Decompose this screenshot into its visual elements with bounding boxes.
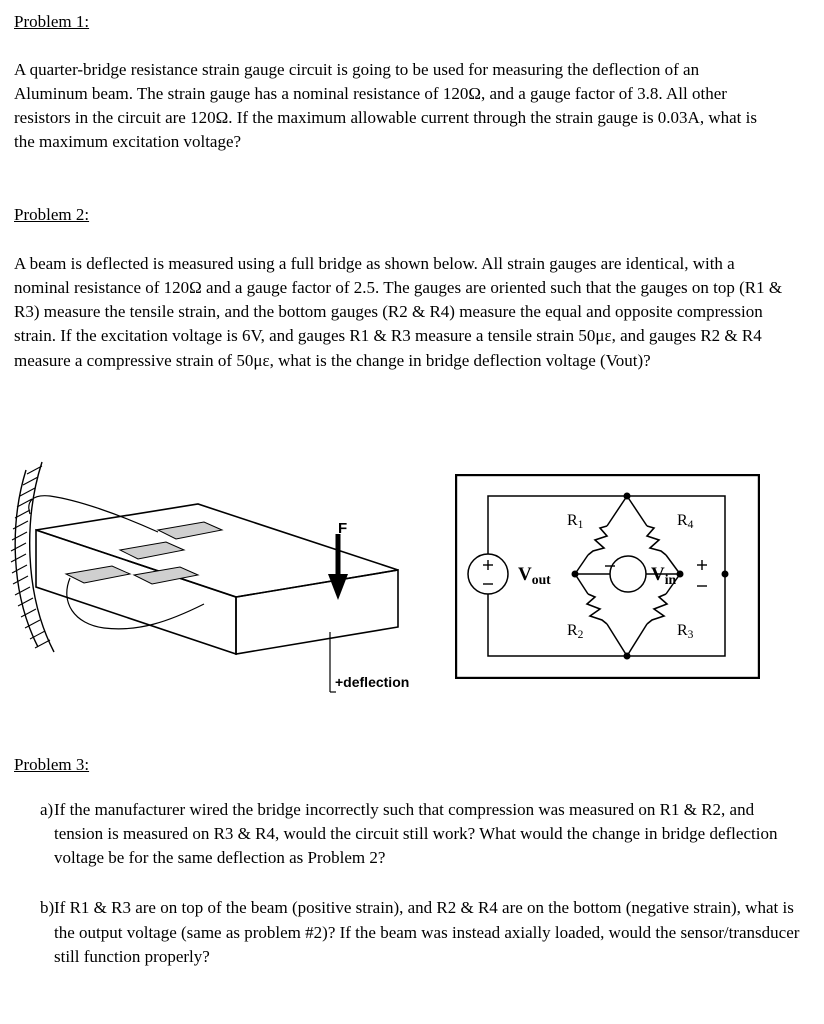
list-item-text: If the manufacturer wired the bridge incorrectly such that compression was measured on R1 & R2, and tension is measured on R3 & R4, would the circuit still work? What would the change in bridge deflection voltage be for the same deflection as Problem 2? [54,800,778,868]
resistor-label-r4: $R_4$ [677,512,694,532]
beam-diagram-svg [8,452,438,707]
circuit-nodes [572,493,729,660]
strain-gauge-patches [66,522,222,584]
list-item [14,798,804,870]
gauge-lead-wires [29,496,204,629]
problem-2-body: A beam is deflected is measured using a full bridge as shown below. All strain gauges are identical, with a nominal resistance of 120Ω and a gauge factor of 2.5. The gauges are oriented such that the gauges on top (R1 & R3) measure the tensile strain, and the bottom gauges (R2 & R4) measure the equal and opposite compression strain. If the excitation voltage is 6V, and gauges R1 & R3 measure a tensile strain 50με, and gauges R2 & R4 measure a compressive strain of 50με, what is the change in bridge deflection voltage (Vout)? [14,254,783,370]
bridge-circuit-figure [455,474,760,679]
problem-3-heading: Problem 3: [14,755,90,774]
problem-1-heading: Problem 1: [14,12,90,31]
figures-container [0,452,824,717]
problem-1-body: A quarter-bridge resistance strain gauge circuit is going to be used for measuring the deflection of an Aluminum beam. The strain gauge has a nominal resistance of 120Ω, and a gauge factor of 3.8. All other resistors in the circuit are 120Ω. If the maximum allowable current through the strain gauge is 0.03A, what is the maximum excitation voltage? [14,60,757,152]
beam-figure [8,452,438,707]
force-label: F [338,520,348,537]
list-item [14,896,804,968]
list-item-text: If R1 & R3 are on top of the beam (positive strain), and R2 & R4 are on the bottom (negative strain), what is the output voltage (same as problem #2)? If the beam was instead axially loaded, would the sensor/transducer still function properly? [54,898,800,966]
bridge-meter [610,556,646,592]
list-item-marker: a) [40,800,54,819]
resistor-label-r1: $R_1$ [567,512,584,532]
wall-hatching [11,462,54,652]
resistor-label-r3: $R_3$ [677,622,694,642]
bridge-diagram-svg [455,474,760,679]
deflection-label: +deflection [335,674,410,690]
vin-label: $V_{in}$ [651,564,677,587]
force-arrow [328,534,348,600]
problem-2-heading: Problem 2: [14,205,90,224]
vout-label: $V_{out}$ [518,564,551,587]
resistor-label-r2: $R_2$ [567,622,584,642]
problem-3-list [14,798,804,995]
list-item-marker: b) [40,898,55,918]
vin-polarity [697,560,707,586]
